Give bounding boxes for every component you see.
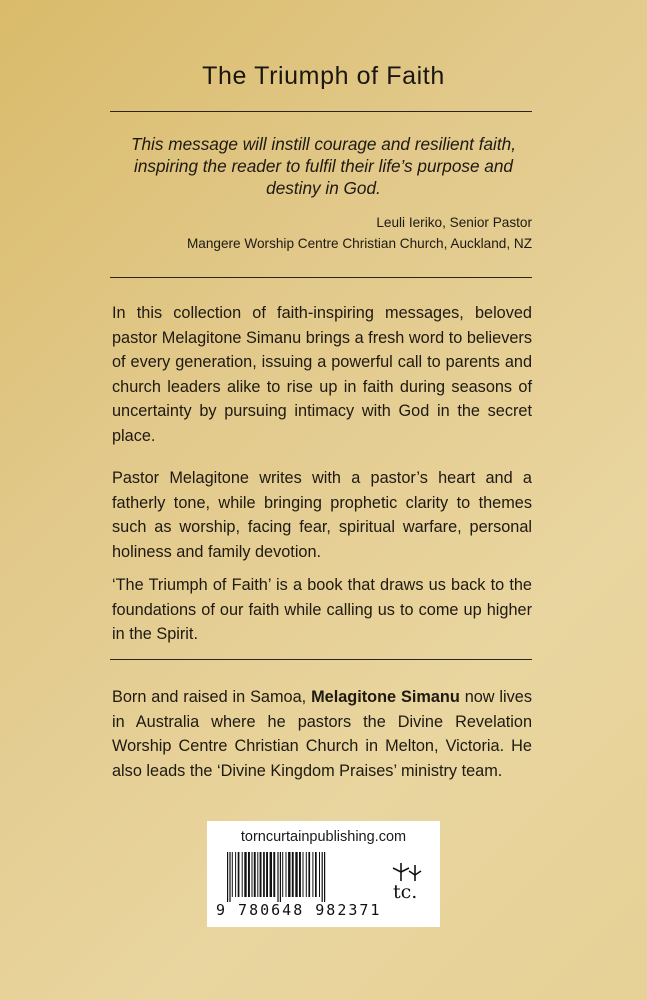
author-bio	[112, 685, 532, 783]
barcode-bar	[252, 852, 253, 897]
barcode-bar	[312, 852, 313, 897]
publisher-logo-text: tc.	[393, 881, 418, 903]
barcode-bar	[227, 852, 228, 902]
barcode-bar	[295, 852, 297, 897]
barcode-bar	[270, 852, 272, 897]
author-name: Melagitone Simanu	[311, 688, 460, 706]
description-paragraph-1: In this collection of faith-inspiring messages, beloved pastor Melagitone Simanu brings a fresh word to believers of every generation, issuing a powerful call to parents and church leaders alike to rise up in faith during seasons of uncertainty by pursuing intimacy with God in the secret place.	[112, 304, 532, 445]
barcode-bar	[286, 852, 287, 897]
barcode-bar	[322, 852, 323, 902]
barcode-bar	[292, 852, 294, 897]
book-title: The Triumph of Faith	[202, 62, 445, 90]
barcode-bar	[242, 852, 243, 897]
endorsement-name: Leuli Ieriko, Senior Pastor	[376, 215, 532, 230]
barcode	[227, 852, 377, 902]
barcode-bar	[238, 852, 240, 897]
barcode-bar	[288, 852, 290, 897]
barcode-bar	[235, 852, 236, 897]
barcode-bar	[299, 852, 301, 897]
barcode-bar	[257, 852, 258, 897]
barcode-bar	[260, 852, 262, 897]
description-paragraph-2: Pastor Melagitone writes with a pastor’s heart and a fatherly tone, while bringing prophetic clarity to themes such as worship, facing fear, spiritual warfare, personal holiness and family devotion.	[112, 469, 532, 561]
divider-middle	[110, 277, 532, 278]
barcode-bar	[248, 852, 250, 897]
barcode-bar	[308, 852, 310, 897]
barcode-bar	[280, 852, 281, 902]
divider-top	[110, 111, 532, 112]
bio-rest: now lives in Australia where he pastors the Divine Revelation Worship Centre Christian Church in Melton, Victoria. He also leads the ‘Divine Kingdom Praises’ ministry team.	[112, 688, 533, 780]
barcode-bar	[319, 852, 320, 897]
barcode-bar	[266, 852, 268, 897]
barcode-bar	[315, 852, 317, 897]
barcode-bar	[232, 852, 233, 897]
barcode-bar	[244, 852, 246, 897]
endorsement-quote: This message will instill courage and resilient faith, inspiring the reader to fulfil their life’s purpose and destiny in God.	[131, 134, 516, 198]
barcode-bar	[277, 852, 278, 902]
barcode-bar	[254, 852, 256, 897]
publisher-website: torncurtainpublishing.com	[240, 829, 407, 845]
endorsement-church: Mangere Worship Centre Christian Church, Auckland, NZ	[186, 236, 532, 251]
description-paragraph-3: ‘The Triumph of Faith’ is a book that draws us back to the foundations of our faith while calling us to come up higher in the Spirit.	[112, 576, 532, 643]
barcode-bar	[303, 852, 304, 897]
barcode-bar	[273, 852, 275, 897]
barcode-panel	[207, 821, 440, 927]
divider-bottom	[110, 659, 532, 660]
isbn-number: 9 780648 982371	[216, 901, 382, 919]
barcode-bar	[306, 852, 307, 897]
barcode-bar	[229, 852, 230, 902]
bio-intro: Born and raised in Samoa,	[112, 688, 307, 706]
barcode-bar	[324, 852, 325, 902]
barcode-bar	[263, 852, 265, 897]
barcode-bar	[282, 852, 283, 897]
